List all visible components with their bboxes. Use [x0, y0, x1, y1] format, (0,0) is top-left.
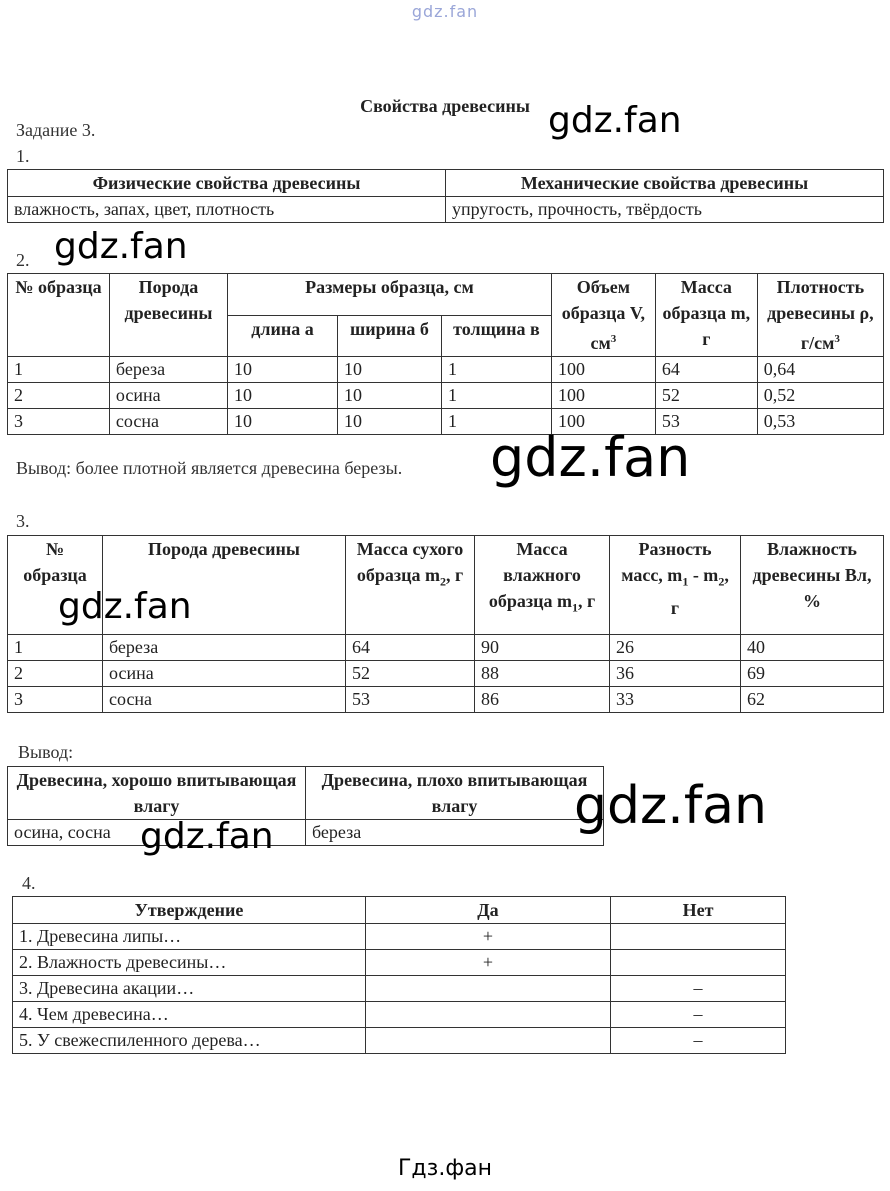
cell: 53: [655, 409, 757, 435]
mechanical-properties-header: Механические свойства древесины: [446, 170, 884, 197]
table-row: [8, 409, 884, 435]
cell: 100: [551, 383, 655, 409]
wet-mass-header: Масса влажного образца $m_1$, г: [475, 536, 610, 635]
cell: 3: [8, 409, 110, 435]
yes-cell: [366, 1002, 611, 1028]
statement-cell: 2. Влажность древесины…: [13, 950, 366, 976]
watermark: gdz.fan: [548, 100, 682, 141]
no-cell: –: [611, 1002, 786, 1028]
table-row: [8, 635, 884, 661]
task-label: Задание 3.: [16, 120, 96, 140]
cell: 1: [441, 409, 551, 435]
cell: 52: [655, 383, 757, 409]
cell: 0,64: [757, 357, 883, 383]
statement-cell: 5. У свежеспиленного дерева…: [13, 1028, 366, 1054]
good-absorption-cell: осина, сосна: [8, 820, 306, 846]
cell: 1: [441, 383, 551, 409]
density-table: [7, 273, 884, 435]
cell: 10: [338, 409, 442, 435]
page-title: Свойства древесины: [360, 96, 530, 116]
cell: 26: [610, 635, 741, 661]
table-row: [13, 976, 786, 1002]
mass-difference-header: Разность масс, $m_1 - m_2$, г: [610, 536, 741, 635]
cell: береза: [109, 357, 227, 383]
no-cell: [611, 950, 786, 976]
cell: 52: [346, 661, 475, 687]
cell: 33: [610, 687, 741, 713]
cell: сосна: [103, 687, 346, 713]
table-row: [8, 687, 884, 713]
cell: береза: [103, 635, 346, 661]
mass-header: Масса образца m, г: [655, 274, 757, 357]
no-cell: [611, 924, 786, 950]
cell: 88: [475, 661, 610, 687]
cell: 90: [475, 635, 610, 661]
wood-type-header: Порода древесины: [103, 536, 346, 635]
section-2-number: 2.: [16, 250, 30, 270]
absorption-table: [7, 766, 604, 846]
no-cell: –: [611, 976, 786, 1002]
cell: 10: [338, 383, 442, 409]
wood-type-header: Порода древесины: [109, 274, 227, 357]
poor-absorption-header: Древесина, плохо впитывающая влагу: [306, 767, 604, 820]
yes-cell: [366, 1028, 611, 1054]
density-header: Плотность древесины ρ, $г/см^3$: [757, 274, 883, 357]
cell: 3: [8, 687, 103, 713]
sample-dimensions-header: Размеры образца, см: [228, 274, 552, 316]
thickness-header: толщина в: [441, 315, 551, 357]
cell: 40: [741, 635, 884, 661]
statement-cell: 1. Древесина липы…: [13, 924, 366, 950]
watermark: gdz.fan: [490, 426, 691, 489]
dry-mass-header: Масса сухого образца $m_2$, г: [346, 536, 475, 635]
cell: 2: [8, 661, 103, 687]
good-absorption-header: Древесина, хорошо впитывающая влагу: [8, 767, 306, 820]
poor-absorption-cell: береза: [306, 820, 604, 846]
cell: 10: [228, 383, 338, 409]
properties-table: [7, 169, 884, 223]
section-4-number: 4.: [22, 873, 36, 893]
sample-number-header: № образца: [8, 536, 103, 635]
table-row: [13, 924, 786, 950]
cell: 62: [741, 687, 884, 713]
physical-properties-header: Физические свойства древесины: [8, 170, 446, 197]
yes-cell: [366, 976, 611, 1002]
sample-number-header: № образца: [8, 274, 110, 357]
cell: 69: [741, 661, 884, 687]
statement-header: Утверждение: [13, 897, 366, 924]
cell: 2: [8, 383, 110, 409]
length-header: длина а: [228, 315, 338, 357]
table-row: [13, 1002, 786, 1028]
no-cell: –: [611, 1028, 786, 1054]
density-conclusion: Вывод: более плотной является древесина березы.: [16, 458, 403, 478]
cell: 10: [338, 357, 442, 383]
cell: 1: [441, 357, 551, 383]
table-row: [13, 1028, 786, 1054]
humidity-conclusion-label: Вывод:: [18, 742, 74, 762]
cell: 64: [346, 635, 475, 661]
cell: 1: [8, 635, 103, 661]
cell: сосна: [109, 409, 227, 435]
cell: 10: [228, 357, 338, 383]
cell: 0,53: [757, 409, 883, 435]
volume-header: Объем образца V, $см^3$: [551, 274, 655, 357]
cell: 10: [228, 409, 338, 435]
cell: 86: [475, 687, 610, 713]
cell: 100: [551, 409, 655, 435]
cell: 64: [655, 357, 757, 383]
humidity-header: Влажность древесины Вл, %: [741, 536, 884, 635]
mechanical-properties-cell: упругость, прочность, твёрдость: [446, 197, 884, 223]
cell: 0,52: [757, 383, 883, 409]
cell: 36: [610, 661, 741, 687]
table-row: [8, 357, 884, 383]
statements-table: [12, 896, 786, 1054]
watermark: gdz.fan: [58, 586, 192, 627]
cell: осина: [109, 383, 227, 409]
cell: осина: [103, 661, 346, 687]
watermark: gdz.fan: [54, 226, 188, 267]
watermark: gdz.fan: [574, 776, 767, 836]
cell: 100: [551, 357, 655, 383]
statement-cell: 3. Древесина акации…: [13, 976, 366, 1002]
table-row: [8, 383, 884, 409]
table-row: [8, 820, 604, 846]
table-row: [8, 661, 884, 687]
width-header: ширина б: [338, 315, 442, 357]
yes-cell: +: [366, 950, 611, 976]
no-header: Нет: [611, 897, 786, 924]
watermark: gdz.fan: [140, 816, 274, 857]
cell: 53: [346, 687, 475, 713]
yes-header: Да: [366, 897, 611, 924]
statement-cell: 4. Чем древесина…: [13, 1002, 366, 1028]
watermark-bottom: Гдз.фан: [398, 1156, 492, 1181]
watermark-top: gdz.fan: [411, 2, 479, 21]
cell: 1: [8, 357, 110, 383]
section-1-number: 1.: [16, 146, 30, 166]
table-row: [13, 950, 786, 976]
yes-cell: +: [366, 924, 611, 950]
section-3-number: 3.: [16, 511, 30, 531]
physical-properties-cell: влажность, запах, цвет, плотность: [8, 197, 446, 223]
